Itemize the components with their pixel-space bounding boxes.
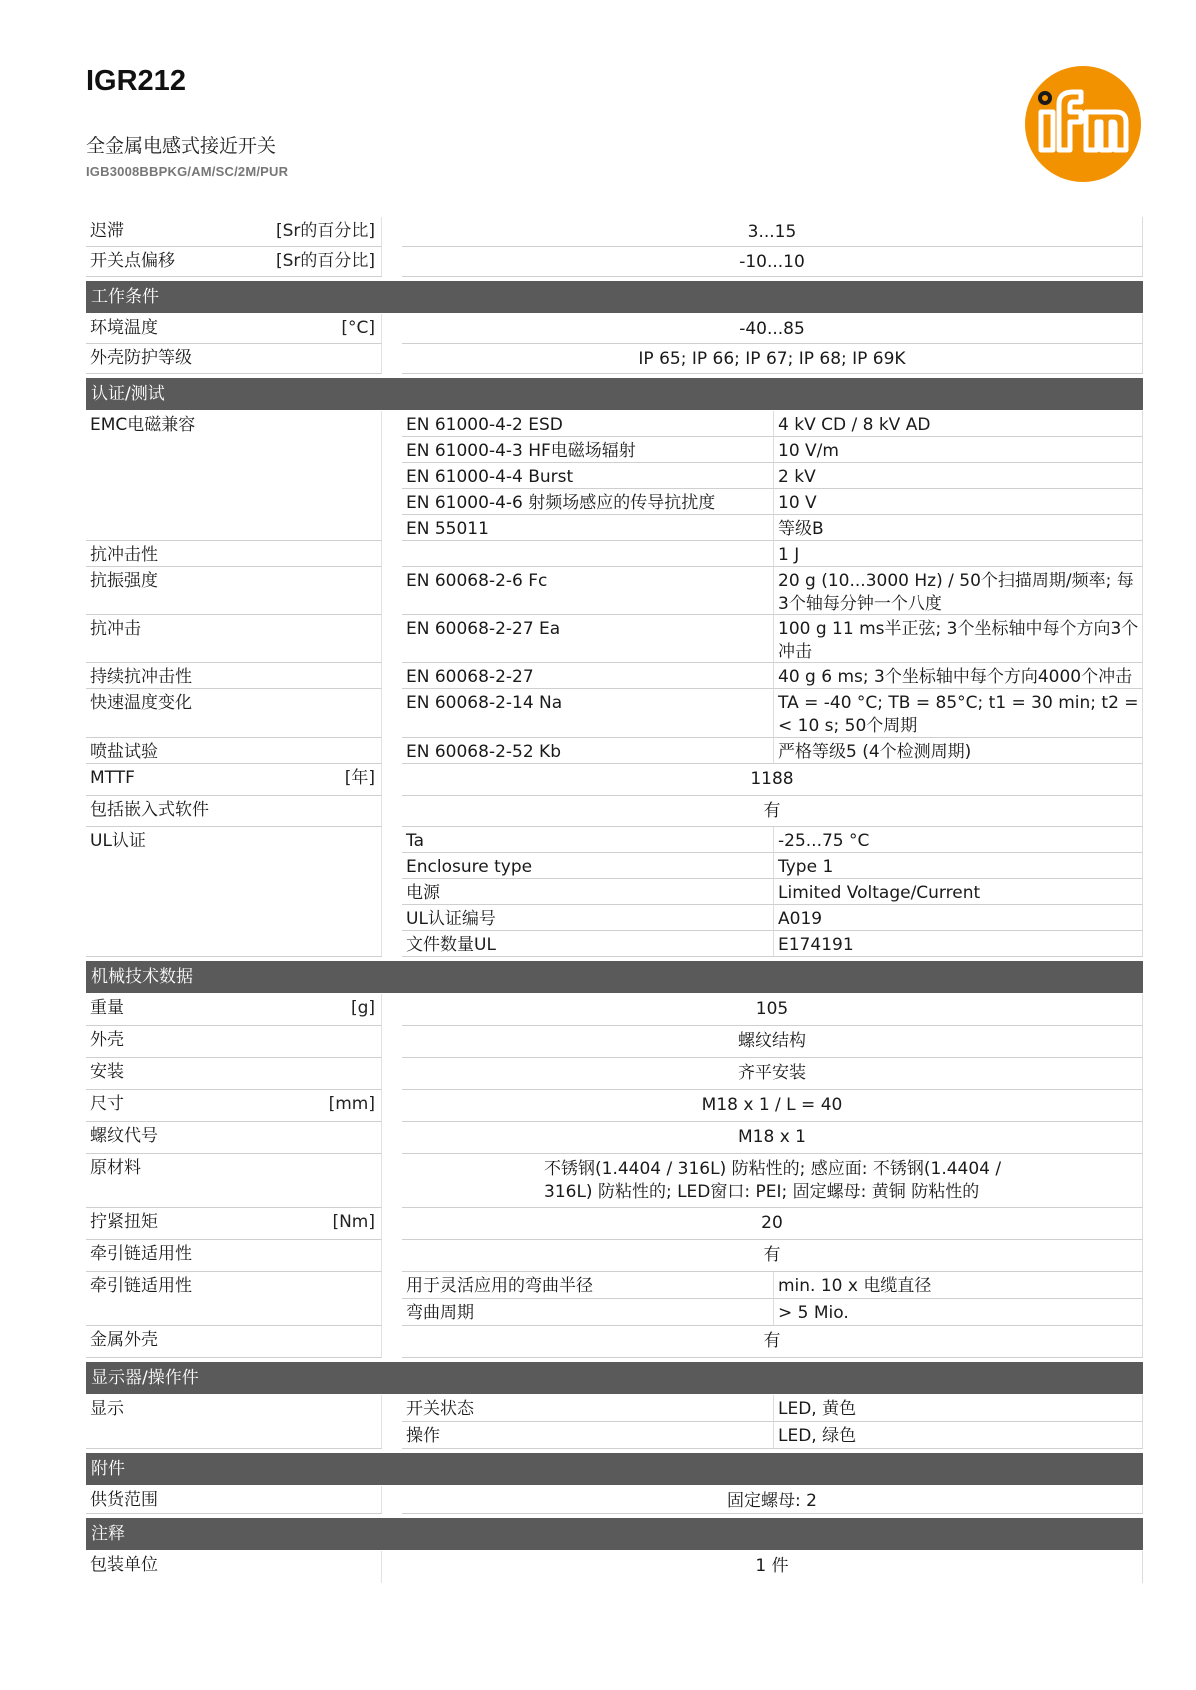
emc-value: 10 V <box>774 489 1143 515</box>
ul-value: E174191 <box>774 931 1143 957</box>
label-cell: 供货范围 <box>86 1486 382 1514</box>
emc-key: EN 61000-4-3 HF电磁场辐射 <box>402 437 774 463</box>
value-cell: M18 x 1 / L = 40 <box>402 1090 1143 1122</box>
value-cell: 1188 <box>402 764 1143 796</box>
label-cell: EMC电磁兼容 <box>86 411 382 541</box>
emc-value: 2 kV <box>774 463 1143 489</box>
value-cell: M18 x 1 <box>402 1122 1143 1154</box>
row-display <box>86 1395 1143 1449</box>
label-cell: MTTF [年] <box>86 764 382 796</box>
label-cell: UL认证 <box>86 827 382 957</box>
row-shock <box>86 615 1143 663</box>
test-key <box>402 541 774 567</box>
unit-text: [°C] <box>341 318 375 338</box>
row-temp-change <box>86 689 1143 738</box>
section-header-approvals: 认证/测试 <box>86 378 1143 410</box>
emc-key: EN 61000-4-2 ESD <box>402 411 774 437</box>
section-header-operating: 工作条件 <box>86 281 1143 313</box>
row-switch-offset <box>86 247 1143 277</box>
label-cell: 环境温度 [°C] <box>86 314 382 344</box>
emc-key: EN 61000-4-6 射频场感应的传导抗扰度 <box>402 489 774 515</box>
unit-text: [Sr的百分比] <box>275 251 375 271</box>
ul-key: 文件数量UL <box>402 931 774 957</box>
value-cell: 固定螺母: 2 <box>402 1486 1143 1514</box>
label-cell: 包括嵌入式软件 <box>86 796 382 827</box>
row-mounting <box>86 1058 1143 1090</box>
row-protection <box>86 344 1143 374</box>
label-cell: 持续抗冲击性 <box>86 663 382 689</box>
row-mttf <box>86 764 1143 796</box>
section-header-mechanical: 机械技术数据 <box>86 961 1143 993</box>
test-value: 20 g (10...3000 Hz) / 50个扫描周期/频率; 每3个轴每分钟一个八度 <box>774 567 1143 615</box>
value-cell: 螺纹结构 <box>402 1026 1143 1058</box>
ul-key: 电源 <box>402 879 774 905</box>
row-ul <box>86 827 1143 957</box>
section-header-notes: 注释 <box>86 1518 1143 1550</box>
test-key: EN 60068-2-27 Ea <box>402 615 774 663</box>
test-key: EN 60068-2-6 Fc <box>402 567 774 615</box>
display-value: LED, 绿色 <box>774 1422 1143 1449</box>
test-value: 严格等级5 (4个检测周期) <box>774 738 1143 764</box>
row-packaging <box>86 1551 1143 1583</box>
label-cell: 外壳 <box>86 1026 382 1058</box>
label-cell: 抗冲击性 <box>86 541 382 567</box>
test-value: 40 g 6 ms; 3个坐标轴中每个方向4000个冲击 <box>774 663 1143 689</box>
emc-key: EN 61000-4-4 Burst <box>402 463 774 489</box>
display-key: 开关状态 <box>402 1395 774 1422</box>
ul-value: Limited Voltage/Current <box>774 879 1143 905</box>
label-cell: 开关点偏移 [Sr的百分比] <box>86 247 382 277</box>
label-cell: 外壳防护等级 <box>86 344 382 374</box>
datasheet-table <box>86 217 1143 1583</box>
unit-text: [年] <box>344 768 375 788</box>
display-key: 操作 <box>402 1422 774 1449</box>
emc-value: 等级B <box>774 515 1143 541</box>
row-drag-chain <box>86 1240 1143 1272</box>
label-cell: 重量 [g] <box>86 994 382 1026</box>
emc-value: 4 kV CD / 8 kV AD <box>774 411 1143 437</box>
value-cell: 有 <box>402 1240 1143 1272</box>
unit-text: [Nm] <box>332 1212 375 1232</box>
test-value: 1 J <box>774 541 1143 567</box>
row-dimensions <box>86 1090 1143 1122</box>
row-emc <box>86 411 1143 541</box>
row-vibration <box>86 567 1143 615</box>
drag-key: 弯曲周期 <box>402 1299 774 1326</box>
ul-value: A019 <box>774 905 1143 931</box>
value-cell: 20 <box>402 1208 1143 1240</box>
drag-key: 用于灵活应用的弯曲半径 <box>402 1272 774 1299</box>
row-impact <box>86 541 1143 567</box>
row-hysteresis <box>86 217 1143 247</box>
label-cell: 迟滞 [Sr的百分比] <box>86 217 382 247</box>
value-cell: 有 <box>402 796 1143 827</box>
row-salt-spray <box>86 738 1143 764</box>
label-cell: 拧紧扭矩 [Nm] <box>86 1208 382 1240</box>
emc-key: EN 55011 <box>402 515 774 541</box>
ul-key: UL认证编号 <box>402 905 774 931</box>
test-key: EN 60068-2-27 <box>402 663 774 689</box>
row-material <box>86 1154 1143 1208</box>
article-number: IGB3008BBPKG/AM/SC/2M/PUR <box>86 164 289 179</box>
label-cell: 安装 <box>86 1058 382 1090</box>
label-cell: 尺寸 [mm] <box>86 1090 382 1122</box>
ifm-logo-icon <box>1023 64 1143 184</box>
label-cell: 抗振强度 <box>86 567 382 615</box>
value-cell: -40...85 <box>402 314 1143 344</box>
ul-value: -25...75 °C <box>774 827 1143 853</box>
row-ambient-temp <box>86 314 1143 344</box>
product-title: IGR212 <box>86 65 186 97</box>
row-thread <box>86 1122 1143 1154</box>
label-cell: 抗冲击 <box>86 615 382 663</box>
emc-value: 10 V/m <box>774 437 1143 463</box>
ul-key: Ta <box>402 827 774 853</box>
label-cell: 包装单位 <box>86 1551 382 1583</box>
value-cell: -10...10 <box>402 247 1143 277</box>
row-continuous-shock <box>86 663 1143 689</box>
product-subtitle: 全金属电感式接近开关 <box>86 135 277 157</box>
ul-value: Type 1 <box>774 853 1143 879</box>
value-cell: 齐平安装 <box>402 1058 1143 1090</box>
value-cell: 有 <box>402 1326 1143 1358</box>
unit-text: [g] <box>350 998 375 1018</box>
row-drag-chain-details <box>86 1272 1143 1326</box>
drag-value: min. 10 x 电缆直径 <box>774 1272 1143 1299</box>
unit-text: [mm] <box>328 1094 375 1114</box>
label-cell: 牵引链适用性 <box>86 1240 382 1272</box>
row-embedded-software <box>86 796 1143 827</box>
value-cell: 1 件 <box>402 1551 1143 1583</box>
value-cell: 不锈钢(1.4404 / 316L) 防粘性的; 感应面: 不锈钢(1.4404 / 316L) 防粘性的; LED窗口: PEI; 固定螺母: 黄铜 防粘性的 <box>402 1154 1143 1208</box>
label-cell: 原材料 <box>86 1154 382 1208</box>
row-delivery <box>86 1486 1143 1514</box>
document-header <box>86 64 288 179</box>
value-cell: IP 65; IP 66; IP 67; IP 68; IP 69K <box>402 344 1143 374</box>
label-cell: 金属外壳 <box>86 1326 382 1358</box>
row-housing <box>86 1026 1143 1058</box>
value-cell: 3...15 <box>402 217 1143 247</box>
row-weight <box>86 994 1143 1026</box>
unit-text: [Sr的百分比] <box>275 221 375 241</box>
test-value: 100 g 11 ms半正弦; 3个坐标轴中每个方向3个冲击 <box>774 615 1143 663</box>
row-torque <box>86 1208 1143 1240</box>
label-cell: 快速温度变化 <box>86 689 382 738</box>
drag-value: > 5 Mio. <box>774 1299 1143 1326</box>
test-key: EN 60068-2-52 Kb <box>402 738 774 764</box>
ul-key: Enclosure type <box>402 853 774 879</box>
label-cell: 螺纹代号 <box>86 1122 382 1154</box>
label-cell: 牵引链适用性 <box>86 1272 382 1326</box>
row-metal-housing <box>86 1326 1143 1358</box>
test-value: TA = -40 °C; TB = 85°C; t1 = 30 min; t2 = < 10 s; 50个周期 <box>774 689 1143 738</box>
display-value: LED, 黄色 <box>774 1395 1143 1422</box>
value-cell: 105 <box>402 994 1143 1026</box>
section-header-display: 显示器/操作件 <box>86 1362 1143 1394</box>
label-cell: 喷盐试验 <box>86 738 382 764</box>
section-header-accessories: 附件 <box>86 1453 1143 1485</box>
label-cell: 显示 <box>86 1395 382 1449</box>
test-key: EN 60068-2-14 Na <box>402 689 774 738</box>
